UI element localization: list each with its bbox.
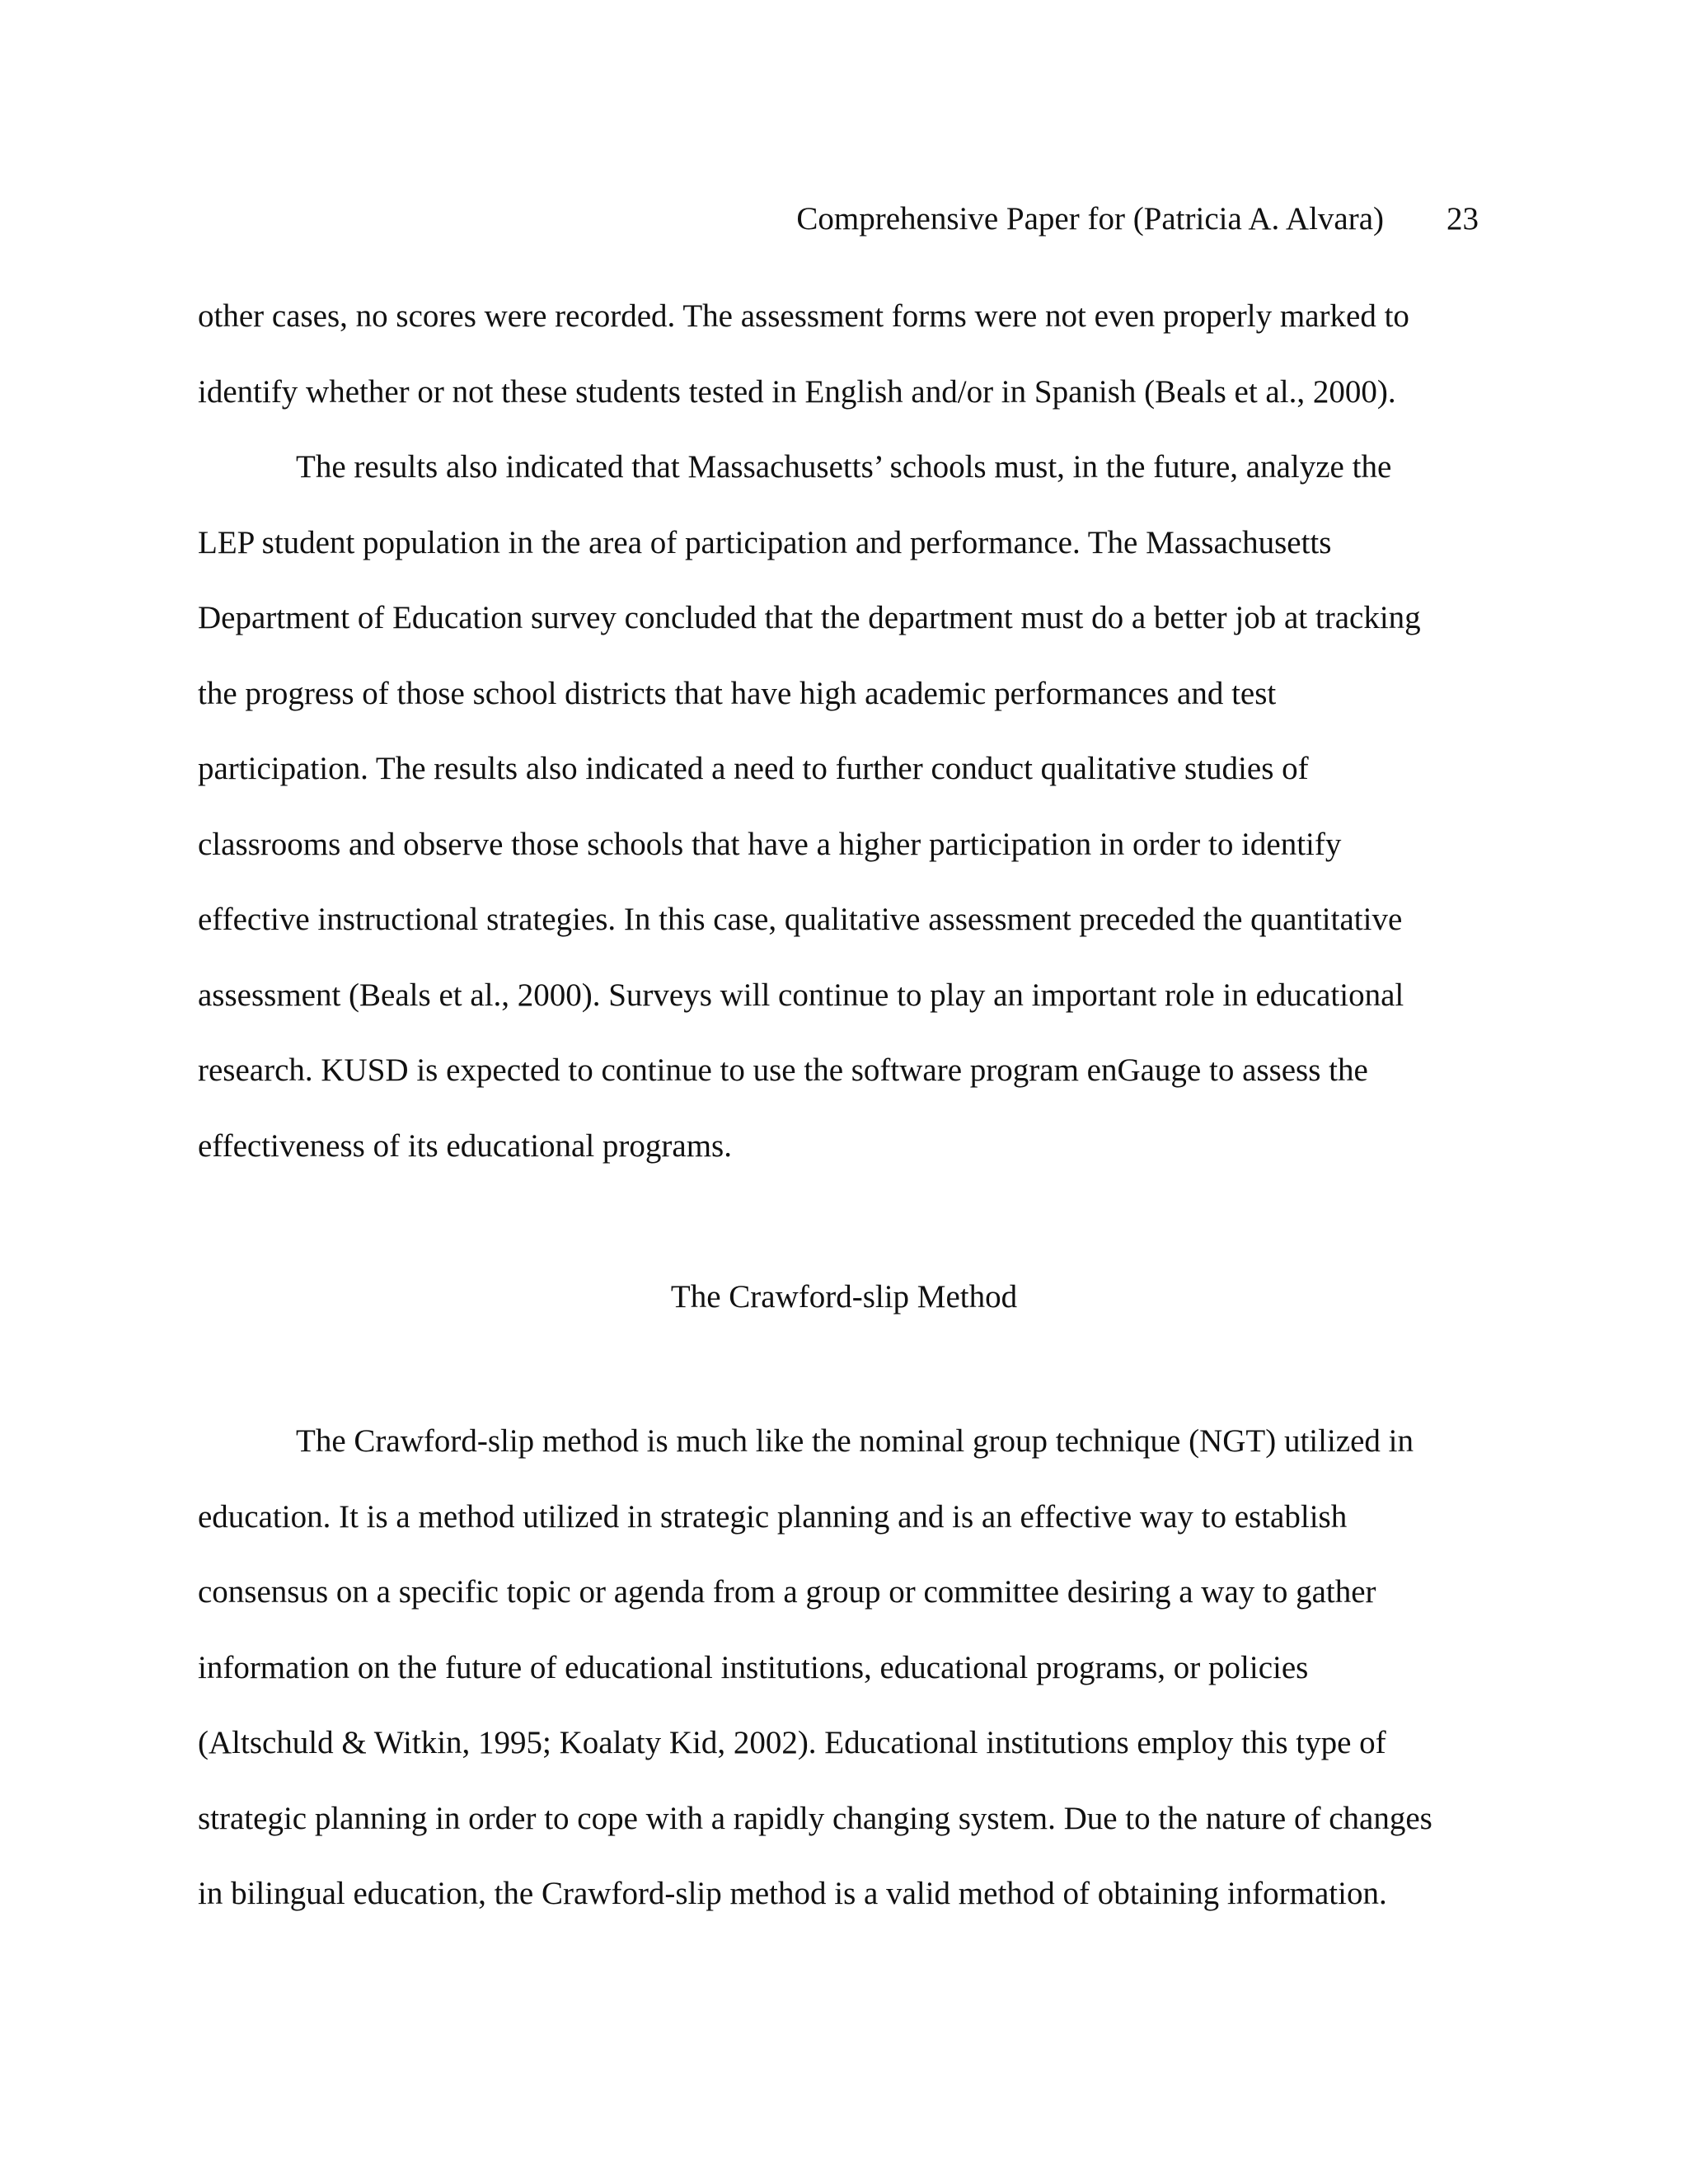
- text-line: other cases, no scores were recorded. The assessment forms were not even properly marked to: [198, 298, 1409, 334]
- text-line: (Altschuld & Witkin, 1995; Koalaty Kid, 2002). Educational institutions employ this type of: [198, 1725, 1386, 1760]
- text-line: information on the future of educational institutions, educational programs, or policies: [198, 1649, 1309, 1685]
- text-line: Department of Education survey concluded that the department must do a better job at tracking: [198, 600, 1421, 635]
- body-text-block-2: [198, 1404, 1500, 1932]
- text-line: education. It is a method utilized in strategic planning and is an effective way to establish: [198, 1498, 1348, 1535]
- text-line: LEP student population in the area of participation and performance. The Massachusetts: [198, 524, 1332, 560]
- paragraph-first-line: The Crawford-slip method is much like the nominal group technique (NGT) utilized in: [296, 1423, 1414, 1459]
- text-line: identify whether or not these students tested in English and/or in Spanish (Beals et al., 2000).: [198, 373, 1396, 410]
- text-line: in bilingual education, the Crawford-slip method is a valid method of obtaining information.: [198, 1876, 1387, 1911]
- body-text-block-1: [198, 279, 1500, 1183]
- text-line: classrooms and observe those schools that have a higher participation in order to identify: [198, 826, 1342, 862]
- running-title: Comprehensive Paper for (Patricia A. Alvara): [796, 201, 1384, 237]
- section-heading: The Crawford-slip Method: [670, 1279, 1018, 1315]
- text-line: the progress of those school districts that have high academic performances and test: [198, 675, 1277, 711]
- text-line: participation. The results also indicated a need to further conduct qualitative studies of: [198, 751, 1309, 786]
- text-line: effectiveness of its educational programs.: [198, 1127, 732, 1164]
- page-number: 23: [1447, 201, 1479, 237]
- text-line: consensus on a specific topic or agenda from a group or committee desiring a way to gather: [198, 1574, 1376, 1610]
- text-line: assessment (Beals et al., 2000). Surveys will continue to play an important role in educational: [198, 977, 1404, 1013]
- text-line: effective instructional strategies. In this case, qualitative assessment preceded the quantitative: [198, 902, 1403, 937]
- text-line: research. KUSD is expected to continue to use the software program enGauge to assess the: [198, 1052, 1368, 1088]
- text-line: strategic planning in order to cope with a rapidly changing system. Due to the nature of changes: [198, 1800, 1432, 1836]
- running-head: [796, 196, 1479, 242]
- paragraph-first-line: The results also indicated that Massachusetts’ schools must, in the future, analyze the: [296, 449, 1392, 485]
